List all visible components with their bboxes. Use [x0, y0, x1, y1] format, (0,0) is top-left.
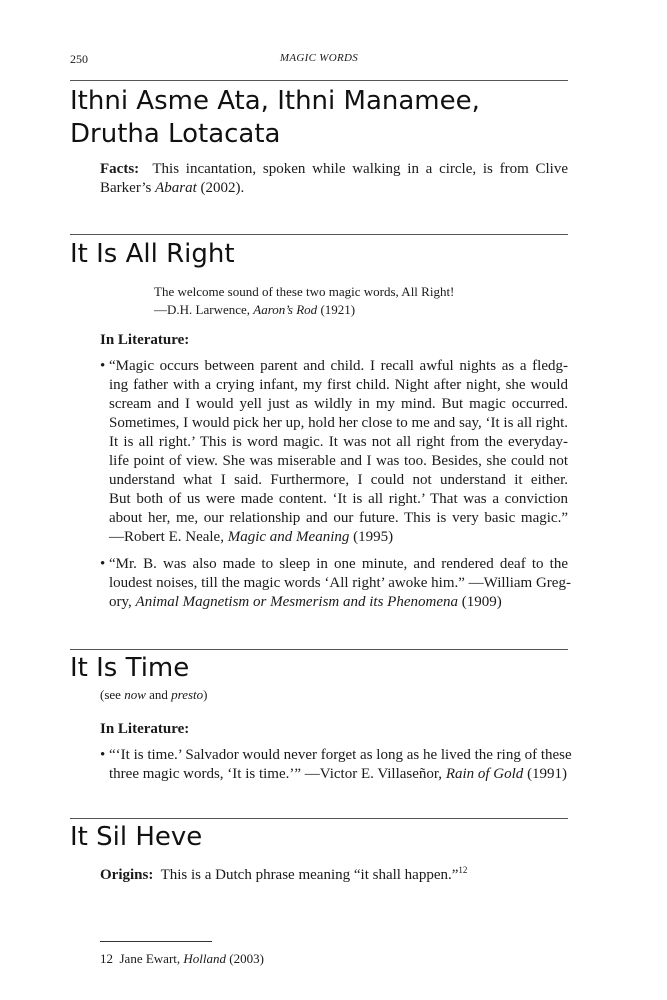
- epigraph-attribution: (1921): [317, 302, 356, 317]
- book-title: Holland: [183, 951, 227, 966]
- footnote-text: (2003): [226, 951, 264, 966]
- citation: (1909): [458, 594, 502, 610]
- section-label: In Literature:: [100, 721, 190, 737]
- footnote-marker: 12: [458, 865, 468, 875]
- entry-title-it-is-all-right: It Is All Right: [70, 239, 235, 269]
- section-rule: [70, 818, 568, 819]
- entry-title-line: Drutha Lotacata: [70, 119, 281, 149]
- quote-line: Sometimes, I would pick her up, hold her close to me and say, ‘It is all right.: [109, 415, 568, 431]
- bullet-icon: •: [100, 556, 106, 572]
- book-title: Aaron’s Rod: [253, 302, 318, 317]
- running-title: MAGIC WORDS: [279, 52, 359, 64]
- epigraph-attribution: —D.H. Larwence,: [154, 302, 254, 317]
- facts-label: Facts:: [100, 161, 140, 177]
- book-title: Rain of Gold: [445, 766, 524, 782]
- epigraph-quote: The welcome sound of these two magic words, All Right!: [154, 284, 455, 299]
- origins-paragraph: [100, 866, 568, 885]
- citation: (1991): [523, 766, 568, 782]
- section-rule: [70, 649, 568, 650]
- page-number: 250: [70, 52, 88, 66]
- book-title: Magic and Meaning: [227, 529, 350, 545]
- bullet-icon: •: [100, 747, 106, 763]
- book-title: Animal Magnetism or Mesmerism and its Phenomena: [135, 594, 458, 610]
- footnote: [100, 950, 568, 967]
- see-also-text: (see: [100, 687, 125, 702]
- cross-reference: now: [124, 687, 146, 702]
- section-label: In Literature:: [100, 332, 190, 348]
- origins-label: Origins:: [100, 867, 154, 883]
- quote-line: ory,: [109, 594, 136, 610]
- bullet-icon: •: [100, 358, 106, 374]
- quote-line: It is all right.’ This is word magic. It was not all right from the everyday-: [109, 434, 568, 450]
- quote-line: scream and I would yell just as wildly in my mind. But magic occurred.: [109, 396, 568, 412]
- facts-paragraph: [100, 160, 568, 198]
- quote-line: three magic words, ‘It is time.’” —Victor E. Villaseñor,: [109, 766, 446, 782]
- see-also-text: and: [145, 687, 172, 702]
- quote-line: loudest noises, till the magic words ‘All right’ awoke him.” —William Greg-: [109, 575, 571, 591]
- quote-line: life point of view. She was miserable and I was too. Besides, she could not: [109, 453, 568, 469]
- footnote-text: Jane Ewart,: [119, 951, 184, 966]
- entry-title-ithni: [70, 85, 570, 151]
- entry-title-line: Ithni Asme Ata, Ithni Manamee,: [70, 86, 480, 116]
- quote-line: “Magic occurs between parent and child. I recall awful nights as a fledg-: [109, 358, 568, 374]
- see-also-text: ): [203, 687, 208, 702]
- section-rule: [70, 234, 568, 235]
- header-rule: [70, 80, 568, 81]
- footnote-number: 12: [100, 951, 113, 966]
- facts-text: (2002).: [196, 180, 245, 196]
- entry-title-it-is-time: It Is Time: [70, 653, 190, 683]
- quote-line: about her, me, our relationship and our future. This is very basic magic.”: [109, 510, 568, 526]
- origins-text: This is a Dutch phrase meaning “it shall happen.”: [160, 867, 459, 883]
- see-also: [100, 686, 568, 704]
- facts-text: This incantation, spoken while walking in a circle, is from Clive: [152, 161, 569, 177]
- quote-line: “Mr. B. was also made to sleep in one minute, and rendered deaf to the: [109, 556, 568, 572]
- book-title: Abarat: [155, 180, 197, 196]
- cross-reference: presto: [171, 687, 204, 702]
- quote-line: ing father with a crying infant, my first child. Night after night, she would: [109, 377, 568, 393]
- citation: —Robert E. Neale,: [109, 529, 228, 545]
- running-head: [70, 52, 568, 70]
- quote-line: understand what I said. Furthermore, I could not understand it either.: [109, 472, 568, 488]
- citation: (1995): [349, 529, 394, 545]
- quote-line: “‘It is time.’ Salvador would never forget as long as he lived the ring of these: [109, 747, 572, 763]
- epigraph: [154, 283, 568, 319]
- quote-line: But both of us were made content. ‘It is all right.’ That was a conviction: [109, 491, 568, 507]
- entry-title-it-sil-heve: It Sil Heve: [70, 822, 203, 852]
- footnote-rule: [100, 941, 212, 942]
- facts-text: Barker’s: [100, 180, 156, 196]
